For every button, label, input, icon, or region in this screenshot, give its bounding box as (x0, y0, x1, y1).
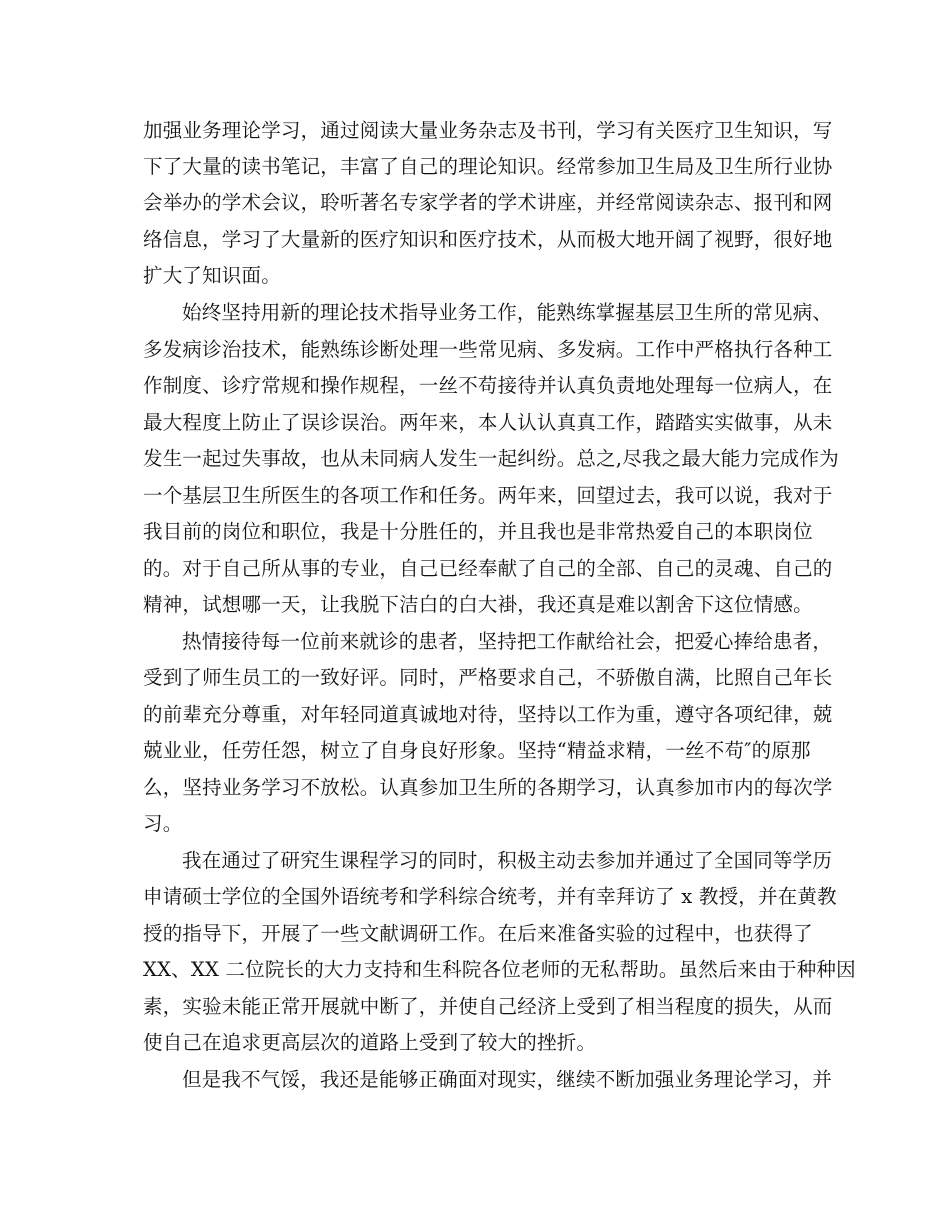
text-line: XX、XX 二位院长的大力支持和生科院各位老师的无私帮助。虽然后来由于种种因 (143, 958, 856, 981)
text-line: 精神，试想哪一天，让我脱下洁白的白大褂，我还真是难以割舍下这位情感。 (143, 593, 813, 616)
text-line: 么，坚持业务学习不放松。认真参加卫生所的各期学习，认真参加市内的每次学 (143, 776, 833, 799)
text-line: 我在通过了研究生课程学习的同时，积极主动去参加并通过了全国同等学历 (182, 849, 833, 872)
text-line: 下了大量的读书笔记，丰富了自己的理论知识。经常参加卫生局及卫生所行业协 (143, 155, 833, 178)
text-line: 我目前的岗位和职位，我是十分胜任的，并且我也是非常热爱自己的本职岗位 (143, 520, 813, 543)
text-line: 素，实验未能正常开展就中断了，并使自己经济上受到了相当程度的损失，从而 (143, 995, 833, 1018)
text-line: 习。 (143, 812, 183, 835)
text-line: 兢业业，任劳任怨，树立了自身良好形象。坚持“精益求精，一丝不苟″的原那 (143, 739, 811, 762)
text-line: 加强业务理论学习，通过阅读大量业务杂志及书刊，学习有关医疗卫生知识，写 (143, 119, 833, 142)
text-line: 一个基层卫生所医生的各项工作和任务。两年来，回望过去，我可以说，我对于 (143, 484, 833, 507)
text-line: 会举办的学术会议，聆听著名专家学者的学术讲座，并经常阅读杂志、报刊和网 (143, 191, 833, 214)
text-line: 最大程度上防止了误诊误治。两年来，本人认认真真工作，踏踏实实做事，从未 (143, 411, 833, 434)
text-line: 申请硕士学位的全国外语统考和学科综合统考，并有幸拜访了 x 教授，并在黄教 (143, 885, 837, 908)
text-line: 始终坚持用新的理论技术指导业务工作，能熟练掌握基层卫生所的常见病、 (182, 301, 833, 324)
text-line: 热情接待每一位前来就诊的患者，坚持把工作献给社会，把爱心捧给患者， (182, 630, 833, 653)
text-line: 络信息，学习了大量新的医疗知识和医疗技术，从而极大地开阔了视野，很好地 (143, 228, 833, 251)
text-line: 的。对于自己所从事的专业，自己已经奉献了自己的全部、自己的灵魂、自己的 (143, 557, 833, 580)
text-line: 授的指导下，开展了一些文献调研工作。在后来准备实验的过程中，也获得了 (143, 922, 813, 945)
text-line: 但是我不气馁，我还是能够正确面对现实，继续不断加强业务理论学习，并 (182, 1068, 833, 1091)
text-line: 作制度、诊疗常规和操作规程，一丝不苟接待并认真负责地处理每一位病人，在 (143, 374, 833, 397)
text-line: 的前辈充分尊重，对年轻同道真诚地对待，坚持以工作为重，遵守各项纪律，兢 (143, 703, 833, 726)
text-line: 发生一起过失事故，也从未同病人发生一起纠纷。总之,尽我之最大能力完成作为 (143, 447, 839, 470)
text-line: 多发病诊治技术，能熟练诊断处理一些常见病、多发病。工作中严格执行各种工 (143, 338, 833, 361)
text-line: 使自己在追求更高层次的道路上受到了较大的挫折。 (143, 1031, 597, 1054)
text-line: 受到了师生员工的一致好评。同时，严格要求自己，不骄傲自满，比照自己年长 (143, 666, 833, 689)
text-line: 扩大了知识面。 (143, 264, 281, 287)
